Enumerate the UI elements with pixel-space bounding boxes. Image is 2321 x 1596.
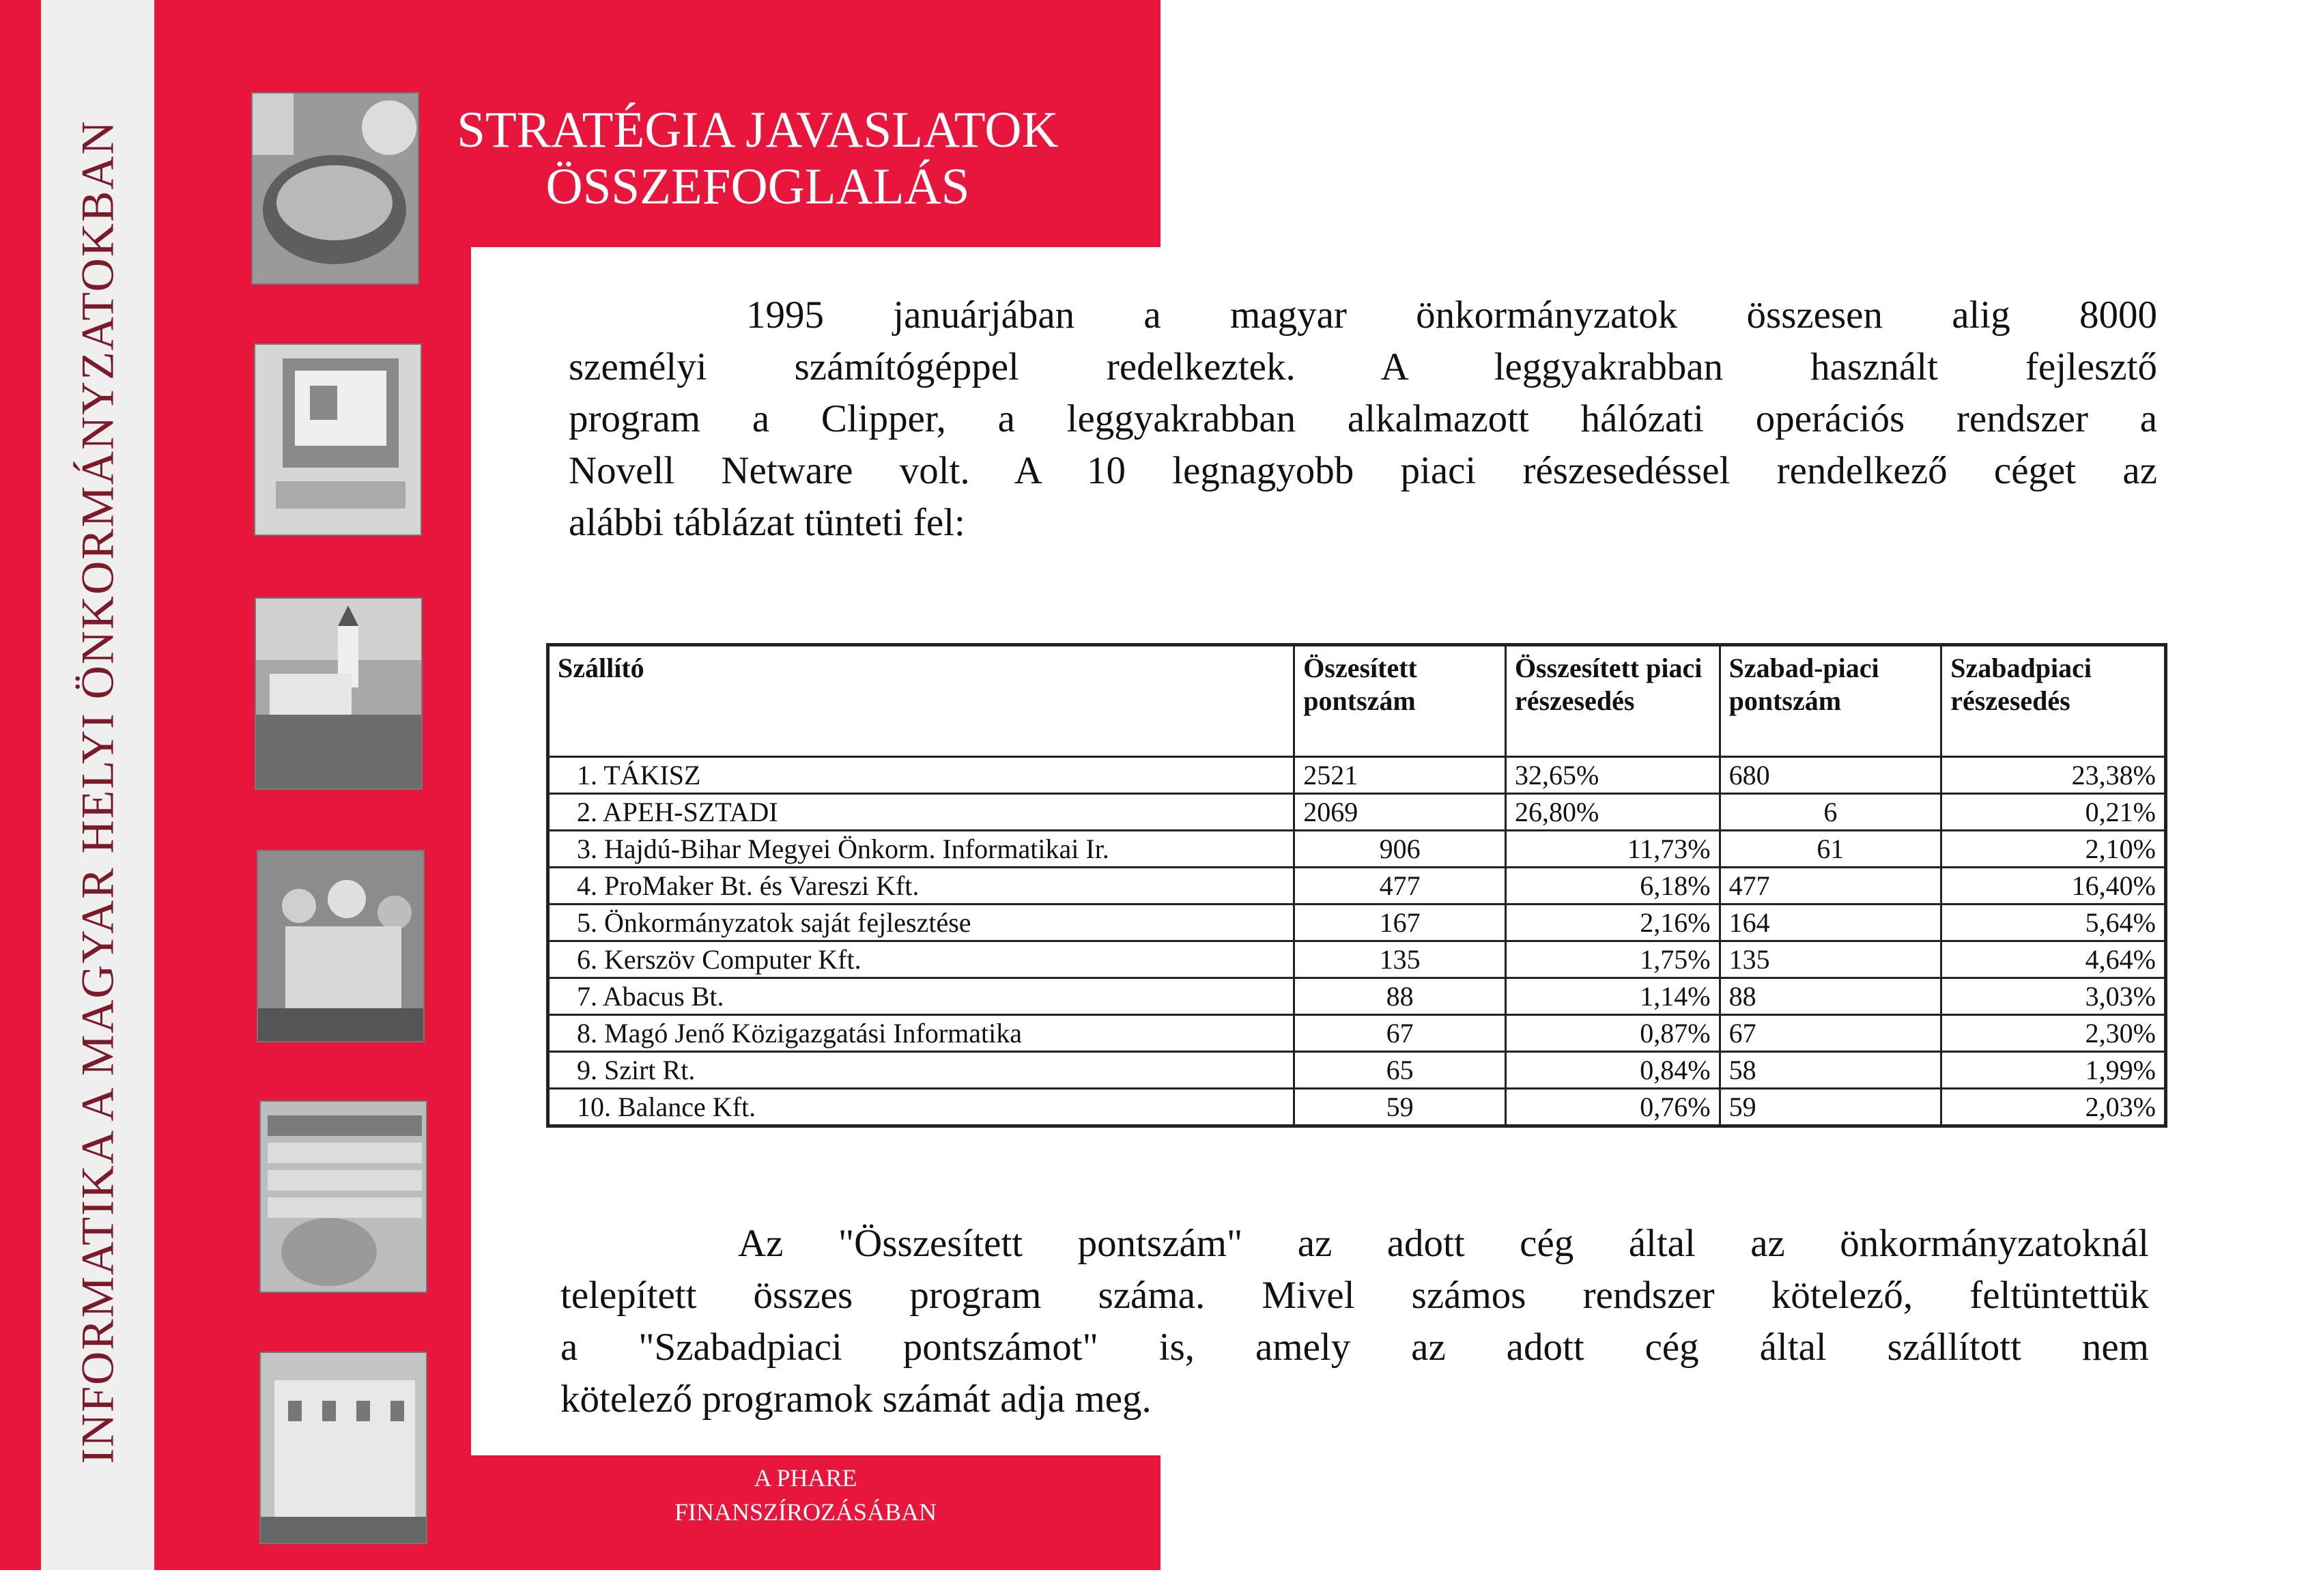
table-row — [548, 904, 2166, 941]
total-score-cell: 477 — [1294, 868, 1506, 904]
free-market-share-cell: 2,30% — [1941, 1015, 2166, 1052]
paragraph-line: a "Szabadpiaci pontszámot" is, amely az adott cég által szállított nem — [560, 1326, 2149, 1369]
header-cell: Szabadpiaci részesedés — [1941, 645, 2166, 757]
table-row — [548, 941, 2166, 978]
paragraph-line: Az "Összesített pontszám" az adott cég által az önkormányzatoknál — [738, 1222, 2149, 1265]
photo-village-church — [255, 597, 423, 790]
supplier-cell: 5. Önkormányzatok saját fejlesztése — [548, 904, 1294, 941]
supplier-cell: 4. ProMaker Bt. és Vareszi Kft. — [548, 868, 1294, 904]
free-market-score-cell: 680 — [1720, 757, 1941, 794]
table-row — [548, 868, 2166, 904]
free-market-score-cell: 67 — [1720, 1015, 1941, 1052]
free-market-score-cell: 61 — [1720, 831, 1941, 868]
cover-footer-line: A PHARE — [754, 1464, 857, 1492]
cover-footer — [614, 1461, 997, 1530]
paragraph-line: 1995 januárjában a magyar önkormányzatok összesen alig 8000 — [746, 294, 2157, 337]
supplier-cell: 2. APEH-SZTADI — [548, 794, 1294, 831]
paragraph-line: Novell Netware volt. A 10 legnagyobb piaci részesedéssel rendelkező céget az — [569, 449, 2157, 492]
paragraph-line: program a Clipper, a leggyakrabban alkalmazott hálózati operációs rendszer a — [569, 397, 2157, 440]
intro-paragraph — [569, 289, 2157, 549]
supplier-cell: 10. Balance Kft. — [548, 1089, 1294, 1126]
free-market-share-cell: 0,21% — [1941, 794, 2166, 831]
total-share-cell: 6,18% — [1505, 868, 1720, 904]
header-cell: Szállító — [548, 645, 1294, 757]
total-share-cell: 32,65% — [1505, 757, 1720, 794]
total-share-cell: 0,84% — [1505, 1052, 1720, 1089]
free-market-share-cell: 16,40% — [1941, 868, 2166, 904]
supplier-cell: 6. Kerszöv Computer Kft. — [548, 941, 1294, 978]
header-cell: Szabad-piaci pontszám — [1720, 645, 1941, 757]
document-page — [471, 247, 2321, 1455]
table-header-row — [548, 645, 2166, 757]
supplier-cell: 7. Abacus Bt. — [548, 978, 1294, 1015]
total-score-cell: 135 — [1294, 941, 1506, 978]
free-market-score-cell: 135 — [1720, 941, 1941, 978]
photo-town-building — [259, 1352, 427, 1544]
free-market-share-cell: 4,64% — [1941, 941, 2166, 978]
total-score-cell: 2069 — [1294, 794, 1506, 831]
total-score-cell: 59 — [1294, 1089, 1506, 1126]
total-share-cell: 1,75% — [1505, 941, 1720, 978]
cover-title-line: STRATÉGIA JAVASLATOK — [457, 102, 1059, 158]
photo-folk-dancers — [257, 850, 425, 1042]
table-row — [548, 1052, 2166, 1089]
total-score-cell: 65 — [1294, 1052, 1506, 1089]
free-market-share-cell: 2,10% — [1941, 831, 2166, 868]
total-score-cell: 67 — [1294, 1015, 1506, 1052]
supplier-cell: 1. TÁKISZ — [548, 757, 1294, 794]
market-share-table — [546, 643, 2167, 1128]
explanation-paragraph — [560, 1218, 2149, 1425]
total-score-cell: 906 — [1294, 831, 1506, 868]
photo-keyboard-hand — [259, 1100, 427, 1293]
free-market-score-cell: 164 — [1720, 904, 1941, 941]
total-share-cell: 0,76% — [1505, 1089, 1720, 1126]
table-row — [548, 831, 2166, 868]
supplier-cell: 3. Hajdú-Bihar Megyei Önkorm. Informatikai Ir. — [548, 831, 1294, 868]
table-row — [548, 794, 2166, 831]
photo-computer — [254, 343, 422, 536]
free-market-score-cell: 58 — [1720, 1052, 1941, 1089]
total-share-cell: 0,87% — [1505, 1015, 1720, 1052]
table-row — [548, 1089, 2166, 1126]
supplier-cell: 9. Szirt Rt. — [548, 1052, 1294, 1089]
total-score-cell: 167 — [1294, 904, 1506, 941]
supplier-cell: 8. Magó Jenő Közigazgatási Informatika — [548, 1015, 1294, 1052]
table-row — [548, 1015, 2166, 1052]
table-row — [548, 757, 2166, 794]
free-market-share-cell: 3,03% — [1941, 978, 2166, 1015]
free-market-share-cell: 5,64% — [1941, 904, 2166, 941]
header-cell: Összesített piaci részesedés — [1505, 645, 1720, 757]
cover-footer-line: FINANSZÍROZÁSÁBAN — [674, 1498, 937, 1526]
header-cell: Öszesített pontszám — [1294, 645, 1506, 757]
free-market-share-cell: 2,03% — [1941, 1089, 2166, 1126]
total-score-cell: 2521 — [1294, 757, 1506, 794]
free-market-score-cell: 88 — [1720, 978, 1941, 1015]
paragraph-line: kötelező programok számát adja meg. — [560, 1378, 1152, 1421]
free-market-score-cell: 6 — [1720, 794, 1941, 831]
total-share-cell: 2,16% — [1505, 904, 1720, 941]
paragraph-line: telepített összes program száma. Mivel számos rendszer kötelező, feltüntettük — [560, 1274, 2149, 1317]
table-row — [548, 978, 2166, 1015]
cover-title-line: ÖSSZEFOGLALÁS — [545, 158, 970, 215]
total-share-cell: 26,80% — [1505, 794, 1720, 831]
free-market-share-cell: 23,38% — [1941, 757, 2166, 794]
free-market-score-cell: 477 — [1720, 868, 1941, 904]
paragraph-line: alábbi táblázat tünteti fel: — [569, 501, 965, 544]
spine-title: INFORMATIKA A MAGYAR HELYI ÖNKORMÁNYZATOKBAN — [71, 119, 124, 1464]
free-market-share-cell: 1,99% — [1941, 1052, 2166, 1089]
total-score-cell: 88 — [1294, 978, 1506, 1015]
free-market-score-cell: 59 — [1720, 1089, 1941, 1126]
total-share-cell: 11,73% — [1505, 831, 1720, 868]
cover-title — [416, 102, 1099, 215]
photo-food-bowl — [251, 92, 419, 285]
total-share-cell: 1,14% — [1505, 978, 1720, 1015]
paragraph-line: személyi számítógéppel redelkeztek. A leggyakrabban használt fejlesztő — [569, 345, 2157, 388]
